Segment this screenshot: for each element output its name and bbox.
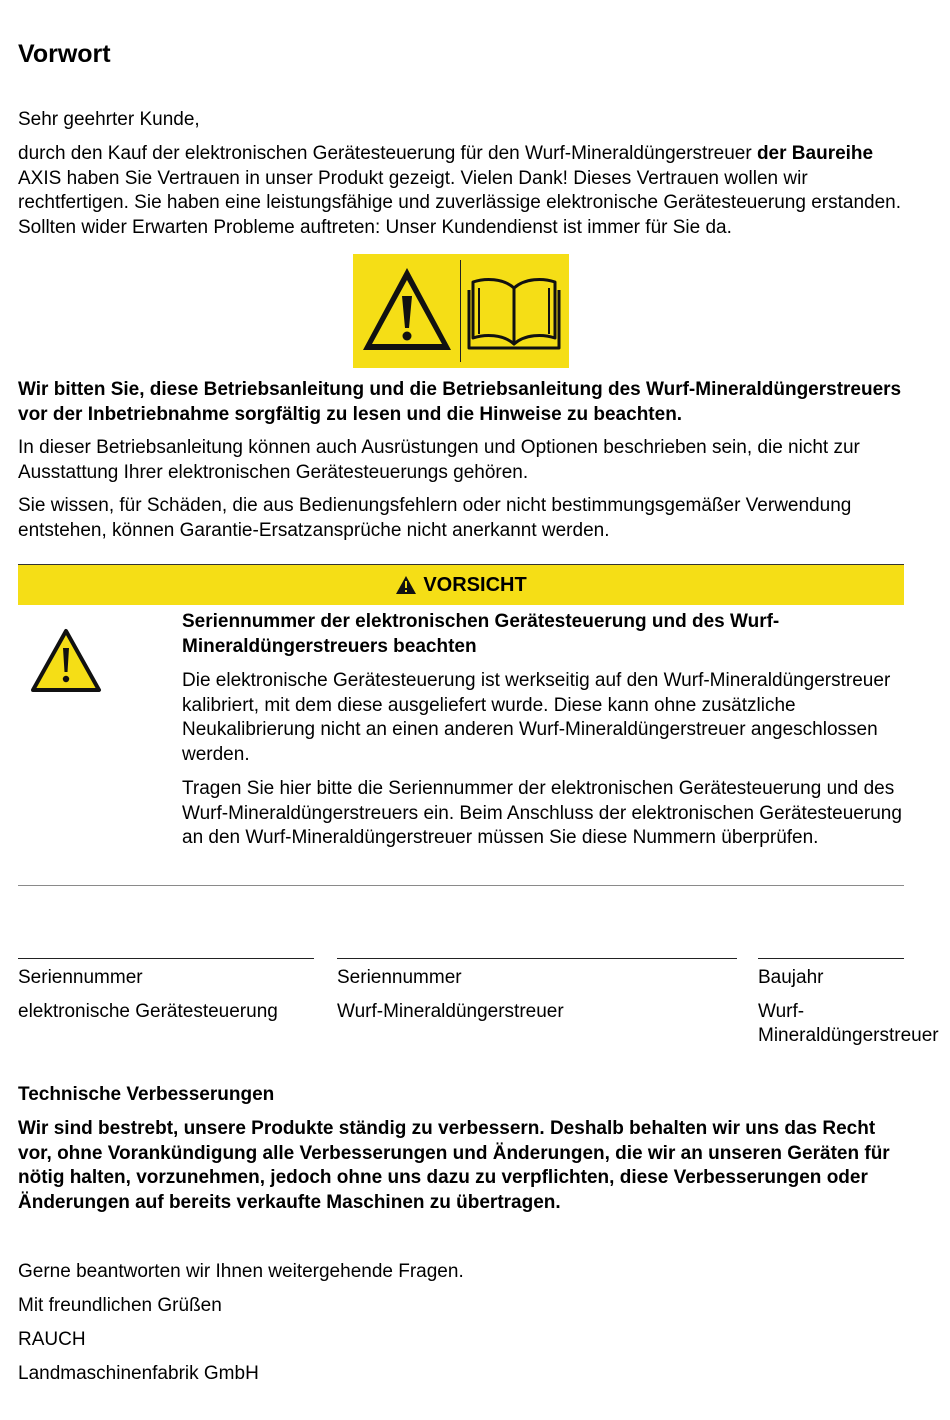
serial-field-label: Seriennummer xyxy=(337,967,462,988)
warning-small-icon xyxy=(395,575,417,595)
caution-content xyxy=(182,610,904,851)
options-note: In dieser Betriebsanleitung können auch Ausrüstungen und Optionen beschrieben sein, die nicht zur Ausstattung Ihrer elektronischen Gerätesteuerungs gehören. xyxy=(18,437,860,483)
intro-paragraph xyxy=(18,142,904,240)
warranty-note: Sie wissen, für Schäden, die aus Bedienungsfehlern oder nicht bestimmungsgemäßer Verwendung entstehen, können Garantie-Ersatzansprüche nicht anerkannt werden. xyxy=(18,495,852,541)
pictogram-divider xyxy=(460,260,461,362)
serial-field-sublabel: elektronische Gerätesteuerung xyxy=(18,1000,278,1022)
closing-questions: Gerne beantworten wir Ihnen weitergehende Fragen. xyxy=(18,1261,464,1282)
tech-text: Wir sind bestrebt, unsere Produkte ständig zu verbessern. Deshalb behalten wir uns das Recht vor, ohne Vorankündigung alle Verbesserungen und Änderungen, die wir an unseren Geräten für nötig halten, vorzunehmen, jedoch ohne uns dazu zu verpflichten, diese Verbesserungen oder Änderungen auf bereits verkaufte Maschinen zu übertragen. xyxy=(18,1118,890,1213)
caution-heading: Seriennummer der elektronischen Gerätesteuerung und des Wurf-Mineraldüngerstreuers beachten xyxy=(182,611,780,657)
caution-label: VORSICHT xyxy=(423,573,527,596)
safety-pictogram xyxy=(353,254,569,368)
serial-field-label: Baujahr xyxy=(758,967,824,988)
greeting: Sehr geehrter Kunde, xyxy=(18,109,200,130)
intro-text-1: durch den Kauf der elektronischen Gerätesteuerung für den Wurf-Mineraldüngerstreuer xyxy=(18,143,757,164)
caution-paragraph-2: Tragen Sie hier bitte die Seriennummer der elektronischen Gerätesteuerung und des Wurf-Mineraldüngerstreuers ein. Beim Anschluss der elektronischen Gerätesteuerung an den Wurf-Mineraldüngerstreuer müssen Sie diese Nummern überprüfen. xyxy=(182,778,902,848)
read-instructions: Wir bitten Sie, diese Betriebsanleitung und die Betriebsanleitung des Wurf-Mineraldüngerstreuers vor der Inbetriebnahme sorgfältig zu lesen und die Hinweise zu beachten. xyxy=(18,379,902,425)
closing-regards: Mit freundlichen Grüßen xyxy=(18,1295,222,1316)
warning-triangle-icon xyxy=(359,262,455,358)
year-field-spreader xyxy=(758,966,939,1049)
serial-field-sublabel: Wurf-Mineraldüngerstreuer xyxy=(337,1000,564,1022)
year-line-spreader[interactable] xyxy=(758,958,904,959)
company-name: RAUCH xyxy=(18,1329,86,1350)
page-title: Vorwort xyxy=(18,40,111,68)
intro-text-bold: der Baureihe xyxy=(756,143,874,164)
tech-heading: Technische Verbesserungen xyxy=(18,1084,275,1105)
company-subtitle: Landmaschinenfabrik GmbH xyxy=(18,1363,259,1384)
serial-line-controller[interactable] xyxy=(18,958,314,959)
caution-paragraph-1: Die elektronische Gerätesteuerung ist werkseitig auf den Wurf-Mineraldüngerstreuer kalibriert, mit dem diese ausgeliefert wurde. Diese kann ohne zusätzliche Neukalibrierung nicht an einen anderen Wurf-Mineraldüngerstreuer angeschlossen werden. xyxy=(182,670,891,765)
serial-field-spreader xyxy=(337,966,737,1024)
caution-divider xyxy=(18,885,904,886)
serial-line-spreader[interactable] xyxy=(337,958,737,959)
intro-text-2: AXIS haben Sie Vertrauen in unser Produkt gezeigt. Vielen Dank! Dieses Vertrauen wollen wir rechtfertigen. Sie haben eine leistungsfähige und zuverlässige elektronische Gerätesteuerung erstanden. Sollten wider Erwarten Probleme auftreten: Unser Kundendienst ist immer für Sie da. xyxy=(18,167,902,238)
manual-book-icon xyxy=(465,268,563,354)
caution-warning-icon xyxy=(30,628,102,694)
serial-field-controller xyxy=(18,966,318,1024)
serial-field-label: Seriennummer xyxy=(18,967,143,988)
serial-field-sublabel: Wurf-Mineraldüngerstreuer xyxy=(758,1000,939,1046)
caution-banner xyxy=(18,564,904,605)
